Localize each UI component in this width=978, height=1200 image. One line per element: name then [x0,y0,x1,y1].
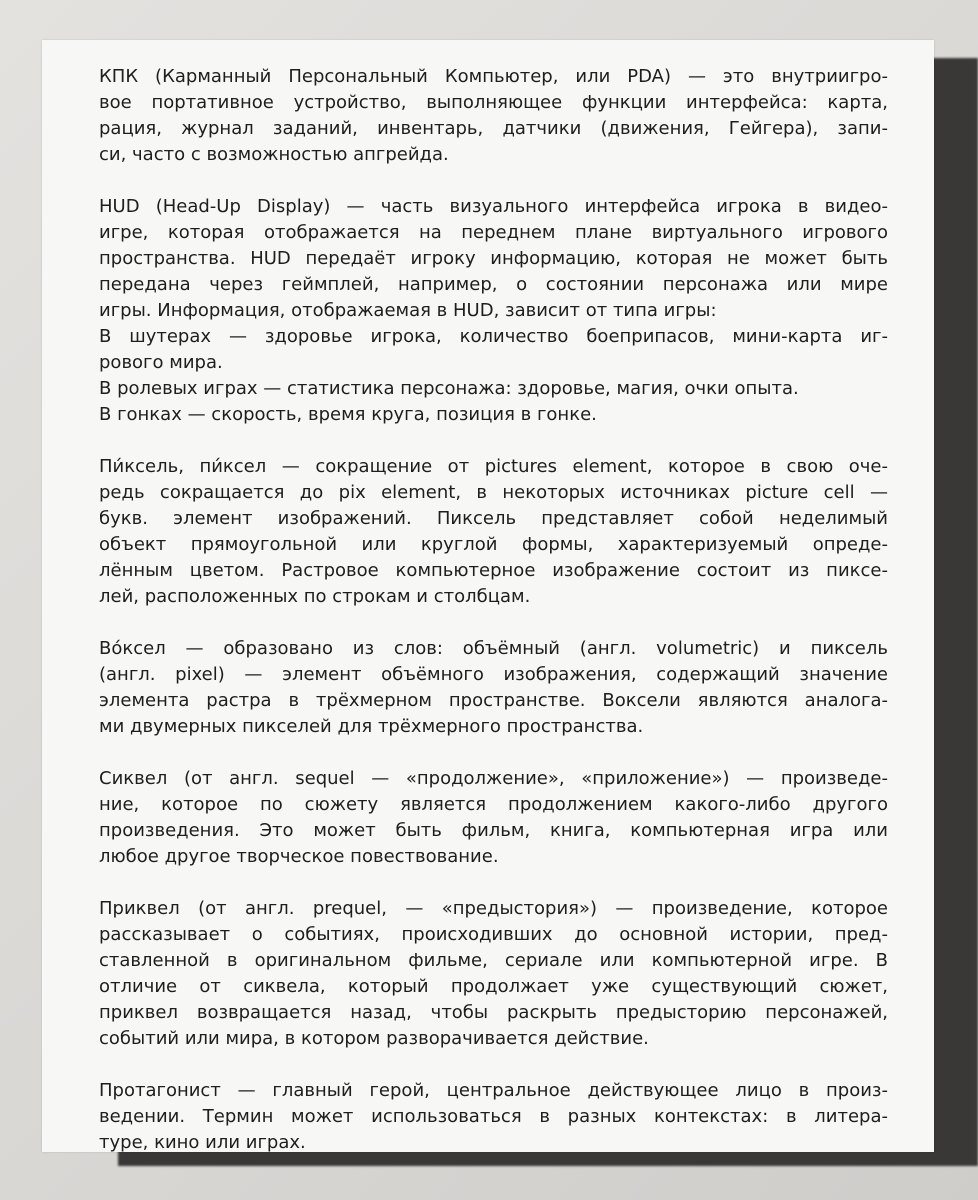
text-line: игры. Информация, отображаемая в HUD, зависит от типа игры: [99,300,717,321]
text-line: произведения. Это может быть фильм, книга, компьютерная игра или [99,820,888,841]
entry-prequel [99,896,888,1052]
text-line: ми двумерных пикселей для трёхмерного пространства. [99,716,644,737]
entry-sequel [99,766,888,870]
text-line: ведении. Термин может использоваться в разных контекстах: в литера- [99,1106,888,1127]
entry-protagonist [99,1078,888,1156]
text-line: отличие от сиквела, который продолжает уже существующий сюжет, [99,976,888,997]
text-line: Во́ксел — образовано из слов: объёмный (англ. volumetric) и пиксель [99,638,888,659]
entry-kpk [99,64,888,168]
text-line: приквел возвращается назад, чтобы раскрыть предысторию персонажей, [99,1002,888,1023]
text-line: рассказывает о событиях, происходивших до основной истории, пред- [99,924,888,945]
text-line: ставленной в оригинальном фильме, сериале или компьютерной игре. В [99,950,888,971]
text-line: (англ. pixel) — элемент объёмного изображения, содержащий значение [99,664,888,685]
text-line: Протагонист — главный герой, центральное действующее лицо в произ- [99,1080,888,1101]
text-line: КПК (Карманный Персональный Компьютер, или PDA) — это внутриигро- [99,66,888,87]
entry-voxel [99,636,888,740]
entry-pixel [99,454,888,610]
text-line: В гонках — скорость, время круга, позиция в гонке. [99,404,597,425]
text-line: передана через геймплей, например, о состоянии персонажа или мире [99,274,888,295]
text-line: Приквел (от англ. prequel, — «предыстория») — произведение, которое [99,898,888,919]
text-line: ние, которое по сюжету является продолжением какого-либо другого [99,794,888,815]
text-line: рового мира. [99,352,223,373]
text-line: В ролевых играх — статистика персонажа: здоровье, магия, очки опыта. [99,378,799,399]
text-line: лей, расположенных по строкам и столбцам. [99,586,531,607]
text-line: элемента растра в трёхмерном пространстве. Воксели являются аналога- [99,690,888,711]
text-line: Пи́ксель, пи́ксел — сокращение от pictures element, которое в свою оче- [99,456,888,477]
text-line: HUD (Head-Up Display) — часть визуального интерфейса игрока в видео- [99,196,888,217]
text-line: пространства. HUD передаёт игроку информацию, которая не может быть [99,248,888,269]
entry-hud [99,194,888,428]
text-line: букв. элемент изображений. Пиксель представляет собой неделимый [99,508,888,529]
text-line: событий или мира, в котором разворачивается действие. [99,1028,649,1049]
text-line: лённым цветом. Растровое компьютерное изображение состоит из пиксе- [99,560,888,581]
text-line: си, часто с возможностью апгрейда. [99,144,449,165]
text-line: редь сокращается до pix element, в некоторых источниках picture cell — [99,482,888,503]
text-line: туре, кино или играх. [99,1132,306,1153]
text-line: любое другое творческое повествование. [99,846,499,867]
text-line: вое портативное устройство, выполняющее функции интерфейса: карта, [99,92,888,113]
text-line: Сиквел (от англ. sequel — «продолжение», «приложение») — произведе- [99,768,888,789]
text-line: объект прямоугольной или круглой формы, характеризуемый опреде- [99,534,888,555]
text-line: В шутерах — здоровье игрока, количество боеприпасов, мини-карта иг- [99,326,888,347]
text-line: игре, которая отображается на переднем плане виртуального игрового [99,222,888,243]
printed-sheet [42,40,934,1152]
text-line: рация, журнал заданий, инвентарь, датчики (движения, Гейгера), запи- [99,118,888,139]
